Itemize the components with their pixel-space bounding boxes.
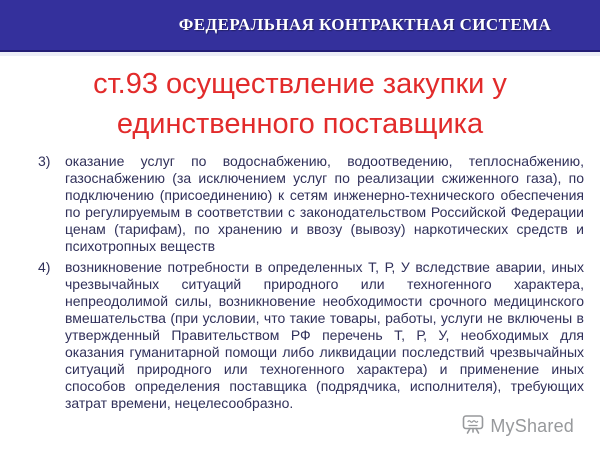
list-item [38, 153, 584, 255]
projector-screen-icon [461, 412, 485, 441]
list-item-text: возникновение потребности в определенных Т, Р, У вследствие аварии, иных чрезвычайных ситуаций природного или техногенного характера, непреодолимой силы, возникновение необходимости срочного медицинского вмешательства (при условии, что такие товары, работы, услуги не включены в утвержденный Правительством РФ перечень Т, Р, У, необходимых для оказания гуманитарной помощи либо ликвидации последствий чрезвычайных ситуаций природного или техногенного характера) и применение иных способов определения поставщика (подрядчика, исполнителя), требующих затрат времени, нецелесообразно. [65, 259, 584, 411]
list-item-number: 3) [38, 153, 51, 169]
watermark-label: MyShared [490, 416, 574, 436]
list-item-number: 4) [38, 259, 51, 275]
slide-body [0, 144, 600, 412]
slide-title-line2: единственного поставщика [116, 108, 484, 140]
header-divider [0, 52, 600, 56]
header-banner [0, 0, 600, 52]
list-item-text: оказание услуг по водоснабжению, водоотведению, теплоснабжению, газоснабжению (за исключением услуг по реализации сжиженного газа), по подключению (присоединению) к сетям инженерно-технического обеспечения по регулируемым в соответствии с законодательством Российской Федерации ценам (тарифам), по хранению и ввозу (вывозу) наркотических средств и психотропных веществ [65, 153, 584, 254]
header-title: ФЕДЕРАЛЬНАЯ КОНТРАКТНАЯ СИСТЕМА [178, 15, 552, 34]
slide-title [0, 64, 600, 144]
myshared-watermark[interactable] [457, 412, 574, 441]
slide-title-line1: ст.93 осуществление закупки у [93, 68, 507, 100]
list-item [38, 259, 584, 412]
